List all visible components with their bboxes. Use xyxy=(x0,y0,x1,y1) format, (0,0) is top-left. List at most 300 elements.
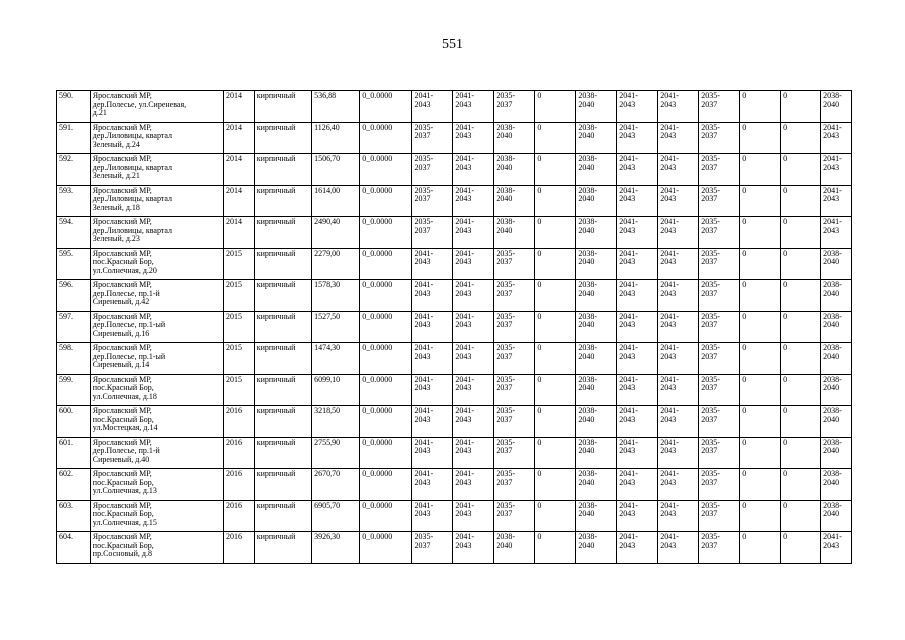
cell-period-7 xyxy=(699,248,740,280)
cell-line: 2043 xyxy=(660,225,677,235)
cell-address xyxy=(90,469,223,501)
cell-line: 2043 xyxy=(619,131,636,141)
cell-line: 2043 xyxy=(455,351,472,361)
cell-period-5 xyxy=(617,185,658,217)
cell-period-3 xyxy=(494,374,535,406)
cell-area: 536,88 xyxy=(312,91,360,123)
cell-line: 2041- xyxy=(660,343,679,352)
cell-area: 3218,50 xyxy=(312,406,360,438)
cell-period-1 xyxy=(412,154,453,186)
cell-period-3 xyxy=(494,532,535,564)
cell-line: Ярославский МР, xyxy=(92,311,152,321)
cell-line: 2041- xyxy=(455,406,475,415)
cell-period-7 xyxy=(699,185,740,217)
cell-value-2: 0 xyxy=(740,406,781,438)
cell-line: 2035- xyxy=(496,91,516,100)
cell-row-number: 591. xyxy=(57,122,91,154)
cell-line: Ярославский МР, xyxy=(92,248,152,258)
cell-value-1: 0 xyxy=(535,437,576,469)
cell-line: 2041- xyxy=(455,437,475,447)
cell-period-5 xyxy=(617,532,658,564)
cell-line: 2041- xyxy=(823,532,842,541)
cell-period-3 xyxy=(494,91,535,123)
cell-period-1 xyxy=(412,343,453,375)
cell-period-1 xyxy=(412,374,453,406)
cell-period-8 xyxy=(821,91,852,123)
cell-value-3: 0 xyxy=(781,532,821,564)
cell-line: 2037 xyxy=(701,162,718,172)
cell-period-3 xyxy=(494,469,535,501)
cell-line: 2041- xyxy=(619,280,638,289)
cell-line: 2040 xyxy=(578,131,595,141)
cell-line: 2038- xyxy=(823,343,842,352)
cell-line: 2037 xyxy=(414,162,431,172)
cell-period-2 xyxy=(453,374,494,406)
cell-address xyxy=(90,343,223,375)
cell-line: 2041- xyxy=(619,406,638,415)
cell-line: 2043 xyxy=(660,414,677,424)
cell-line: 2041- xyxy=(455,343,475,352)
cell-year: 2014 xyxy=(223,91,254,123)
cell-row-number: 592. xyxy=(57,154,91,186)
cell-period-5 xyxy=(617,154,658,186)
cell-line: пос.Красный Бор, xyxy=(92,414,154,424)
cell-line: 2043 xyxy=(414,414,431,424)
cell-line: 2040 xyxy=(823,257,840,267)
cell-line: 2041- xyxy=(455,469,475,478)
cell-line: Зеленый, д.23 xyxy=(92,234,140,244)
page-number: 551 xyxy=(442,37,463,52)
cell-line: 2043 xyxy=(619,540,636,550)
cell-line: 2043 xyxy=(414,383,431,393)
cell-period-6 xyxy=(658,374,699,406)
cell-line: 2041- xyxy=(619,343,638,352)
cell-line: 2040 xyxy=(823,477,840,487)
cell-line: 2035- xyxy=(496,343,516,352)
cell-line: 2038- xyxy=(578,217,597,226)
cell-line: дер.Лиловицы, квартал xyxy=(92,225,173,235)
cell-value-2: 0 xyxy=(740,185,781,217)
cell-line: 2038- xyxy=(578,374,597,384)
cell-line: Сиреневый, д.42 xyxy=(92,297,150,307)
cell-wall-material: кирпичный xyxy=(254,248,311,280)
cell-period-7 xyxy=(699,500,740,532)
cell-period-6 xyxy=(658,280,699,312)
cell-line: 2041- xyxy=(660,122,679,132)
cell-value-3: 0 xyxy=(781,311,821,343)
cell-period-2 xyxy=(453,469,494,501)
cell-period-5 xyxy=(617,374,658,406)
cell-area: 1614,00 xyxy=(312,185,360,217)
cell-line: 2035- xyxy=(701,280,720,289)
cell-line: 2038- xyxy=(578,280,597,289)
cell-line: 2040 xyxy=(823,99,840,109)
cell-line: 2035- xyxy=(701,122,720,132)
cell-period-8 xyxy=(821,532,852,564)
cell-code: 0_0.0000 xyxy=(360,343,412,375)
cell-value-3: 0 xyxy=(781,217,821,249)
cell-wall-material: кирпичный xyxy=(254,406,311,438)
cell-line: 2041- xyxy=(619,532,638,541)
cell-line: 2038- xyxy=(578,91,597,100)
cell-line: 2043 xyxy=(619,194,636,204)
cell-line: 2043 xyxy=(823,225,840,235)
cell-line: 2041- xyxy=(660,469,679,478)
cell-period-6 xyxy=(658,469,699,501)
cell-value-3: 0 xyxy=(781,437,821,469)
cell-line: 2043 xyxy=(455,414,472,424)
cell-period-2 xyxy=(453,532,494,564)
cell-wall-material: кирпичный xyxy=(254,311,311,343)
cell-line: 2037 xyxy=(701,131,718,141)
cell-wall-material: кирпичный xyxy=(254,532,311,564)
cell-line: 2037 xyxy=(701,257,718,267)
cell-row-number: 602. xyxy=(57,469,91,501)
cell-line: ул.Солнечная, д.13 xyxy=(92,486,157,496)
cell-line: 2040 xyxy=(578,446,595,456)
cell-period-7 xyxy=(699,343,740,375)
cell-value-3: 0 xyxy=(781,122,821,154)
cell-period-1 xyxy=(412,217,453,249)
cell-area: 6905,70 xyxy=(312,500,360,532)
cell-line: 2043 xyxy=(660,288,677,298)
cell-period-8 xyxy=(821,406,852,438)
cell-period-8 xyxy=(821,154,852,186)
cell-line: Зеленый, д.21 xyxy=(92,171,140,181)
cell-line: 2043 xyxy=(619,162,636,172)
cell-line: 2043 xyxy=(660,257,677,267)
cell-line: 2041- xyxy=(823,122,842,132)
cell-wall-material: кирпичный xyxy=(254,91,311,123)
cell-line: дер.Полесье, пр.1-й xyxy=(92,288,160,298)
cell-line: 2035- xyxy=(701,500,720,510)
cell-line: 2043 xyxy=(619,320,636,330)
cell-line: 2043 xyxy=(619,383,636,393)
cell-line: 2040 xyxy=(823,351,840,361)
cell-line: 2041- xyxy=(619,217,638,226)
cell-area: 6099,10 xyxy=(312,374,360,406)
cell-wall-material: кирпичный xyxy=(254,122,311,154)
cell-period-4 xyxy=(576,217,617,249)
cell-period-4 xyxy=(576,154,617,186)
cell-line: 2040 xyxy=(496,194,513,204)
cell-code: 0_0.0000 xyxy=(360,311,412,343)
cell-value-2: 0 xyxy=(740,91,781,123)
cell-period-6 xyxy=(658,406,699,438)
cell-period-1 xyxy=(412,122,453,154)
cell-row-number: 590. xyxy=(57,91,91,123)
cell-line: 2041- xyxy=(414,311,434,321)
cell-line: 2038- xyxy=(578,185,597,195)
cell-line: 2040 xyxy=(823,383,840,393)
cell-year: 2014 xyxy=(223,154,254,186)
cell-line: 2041- xyxy=(414,500,434,510)
cell-value-1: 0 xyxy=(535,532,576,564)
cell-line: 2037 xyxy=(496,99,513,109)
cell-line: пр.Сосновый, д.8 xyxy=(92,549,152,559)
cell-period-2 xyxy=(453,406,494,438)
cell-period-6 xyxy=(658,500,699,532)
cell-line: 2043 xyxy=(455,540,472,550)
cell-line: 2037 xyxy=(414,540,431,550)
cell-value-3: 0 xyxy=(781,280,821,312)
cell-line: 2040 xyxy=(578,383,595,393)
cell-line: 2043 xyxy=(414,320,431,330)
cell-period-1 xyxy=(412,91,453,123)
cell-value-2: 0 xyxy=(740,311,781,343)
cell-row-number: 600. xyxy=(57,406,91,438)
cell-period-7 xyxy=(699,154,740,186)
cell-period-8 xyxy=(821,280,852,312)
cell-line: 2035- xyxy=(701,185,720,195)
cell-period-6 xyxy=(658,532,699,564)
cell-line: дер.Лиловицы, квартал xyxy=(92,131,173,141)
cell-line: 2035- xyxy=(414,154,434,163)
cell-line: 2040 xyxy=(578,477,595,487)
cell-line: 2040 xyxy=(496,225,513,235)
cell-year: 2015 xyxy=(223,280,254,312)
cell-period-1 xyxy=(412,280,453,312)
cell-line: Ярославский МР, xyxy=(92,500,152,510)
cell-line: 2037 xyxy=(496,320,513,330)
cell-line: пос.Красный Бор, xyxy=(92,257,154,267)
cell-line: 2043 xyxy=(823,162,840,172)
table-row xyxy=(57,217,852,249)
cell-code: 0_0.0000 xyxy=(360,406,412,438)
cell-line: 2043 xyxy=(455,225,472,235)
cell-line: 2043 xyxy=(619,257,636,267)
cell-line: Ярославский МР, xyxy=(92,122,152,132)
cell-line: 2043 xyxy=(414,257,431,267)
cell-area: 1474,30 xyxy=(312,343,360,375)
cell-line: 2041- xyxy=(455,532,475,541)
cell-line: 2035- xyxy=(496,248,516,258)
cell-period-5 xyxy=(617,500,658,532)
cell-period-6 xyxy=(658,343,699,375)
cell-address xyxy=(90,280,223,312)
cell-line: 2037 xyxy=(496,414,513,424)
cell-period-4 xyxy=(576,374,617,406)
cell-line: 2037 xyxy=(701,99,718,109)
cell-line: 2041- xyxy=(660,185,679,195)
cell-code: 0_0.0000 xyxy=(360,122,412,154)
cell-value-2: 0 xyxy=(740,469,781,501)
cell-line: 2040 xyxy=(578,320,595,330)
cell-period-5 xyxy=(617,343,658,375)
cell-period-8 xyxy=(821,437,852,469)
cell-wall-material: кирпичный xyxy=(254,500,311,532)
cell-value-1: 0 xyxy=(535,500,576,532)
cell-line: 2035- xyxy=(701,469,720,478)
cell-wall-material: кирпичный xyxy=(254,185,311,217)
table-row xyxy=(57,437,852,469)
cell-line: дер.Полесье, пр.1-ый xyxy=(92,351,166,361)
cell-line: 2043 xyxy=(455,477,472,487)
cell-line: 2041- xyxy=(455,185,475,195)
cell-period-5 xyxy=(617,248,658,280)
cell-period-7 xyxy=(699,311,740,343)
cell-row-number: 598. xyxy=(57,343,91,375)
cell-line: 2038- xyxy=(496,185,516,195)
cell-line: 2043 xyxy=(619,446,636,456)
cell-line: дер.Лиловицы, квартал xyxy=(92,194,173,204)
cell-wall-material: кирпичный xyxy=(254,437,311,469)
cell-code: 0_0.0000 xyxy=(360,280,412,312)
cell-line: 2037 xyxy=(496,477,513,487)
cell-line: 2040 xyxy=(578,162,595,172)
cell-value-2: 0 xyxy=(740,122,781,154)
cell-line: Сиреневый, д.16 xyxy=(92,328,150,338)
cell-value-2: 0 xyxy=(740,500,781,532)
cell-period-7 xyxy=(699,374,740,406)
cell-line: 2035- xyxy=(496,311,516,321)
cell-line: 2041- xyxy=(455,280,475,289)
cell-period-7 xyxy=(699,217,740,249)
cell-period-3 xyxy=(494,217,535,249)
cell-line: 2035- xyxy=(701,343,720,352)
cell-line: 2038- xyxy=(578,343,597,352)
cell-period-4 xyxy=(576,280,617,312)
cell-value-1: 0 xyxy=(535,406,576,438)
cell-line: 2038- xyxy=(823,406,842,415)
cell-line: 2043 xyxy=(660,509,677,519)
cell-line: 2035- xyxy=(701,406,720,415)
cell-line: 2041- xyxy=(455,311,475,321)
cell-line: 2043 xyxy=(823,194,840,204)
cell-line: 2041- xyxy=(619,437,638,447)
cell-line: 2037 xyxy=(701,194,718,204)
cell-line: 2041- xyxy=(619,311,638,321)
cell-line: 2040 xyxy=(823,288,840,298)
cell-line: 2037 xyxy=(701,351,718,361)
cell-code: 0_0.0000 xyxy=(360,154,412,186)
cell-line: Зеленый, д.24 xyxy=(92,139,140,149)
cell-value-3: 0 xyxy=(781,469,821,501)
cell-line: 2035- xyxy=(414,217,434,226)
cell-line: 2041- xyxy=(660,91,679,100)
cell-period-3 xyxy=(494,406,535,438)
cell-line: 2043 xyxy=(660,194,677,204)
cell-line: 2038- xyxy=(578,154,597,163)
cell-row-number: 593. xyxy=(57,185,91,217)
cell-line: 2037 xyxy=(496,446,513,456)
cell-period-1 xyxy=(412,311,453,343)
cell-value-2: 0 xyxy=(740,248,781,280)
cell-line: 2037 xyxy=(701,288,718,298)
cell-line: Ярославский МР, xyxy=(92,532,152,541)
cell-value-1: 0 xyxy=(535,122,576,154)
cell-line: 2041- xyxy=(414,248,434,258)
cell-address xyxy=(90,185,223,217)
cell-line: 2043 xyxy=(414,351,431,361)
cell-wall-material: кирпичный xyxy=(254,217,311,249)
cell-line: 2040 xyxy=(578,288,595,298)
cell-year: 2015 xyxy=(223,374,254,406)
cell-value-1: 0 xyxy=(535,91,576,123)
cell-period-2 xyxy=(453,217,494,249)
cell-area: 2490,40 xyxy=(312,217,360,249)
cell-line: 2038- xyxy=(823,500,842,510)
cell-period-1 xyxy=(412,469,453,501)
cell-period-2 xyxy=(453,185,494,217)
cell-line: 2040 xyxy=(496,131,513,141)
cell-line: 2038- xyxy=(823,280,842,289)
cell-address xyxy=(90,248,223,280)
cell-line: 2035- xyxy=(496,406,516,415)
cell-line: 2043 xyxy=(455,99,472,109)
cell-line: пос.Красный Бор, xyxy=(92,477,154,487)
cell-value-3: 0 xyxy=(781,91,821,123)
cell-line: Ярославский МР, xyxy=(92,185,152,195)
cell-line: 2035- xyxy=(701,217,720,226)
cell-line: 2035- xyxy=(414,532,434,541)
cell-line: Сиреневый, д.14 xyxy=(92,360,150,370)
cell-period-3 xyxy=(494,311,535,343)
cell-year: 2015 xyxy=(223,248,254,280)
cell-line: 2041- xyxy=(619,500,638,510)
cell-line: 2035- xyxy=(414,122,434,132)
cell-line: 2037 xyxy=(496,509,513,519)
cell-line: 2037 xyxy=(414,225,431,235)
cell-year: 2016 xyxy=(223,532,254,564)
table-row xyxy=(57,154,852,186)
cell-line: 2043 xyxy=(660,162,677,172)
cell-line: 2041- xyxy=(414,280,434,289)
cell-line: Ярославский МР, xyxy=(92,374,152,384)
cell-line: 2041- xyxy=(455,217,475,226)
cell-value-2: 0 xyxy=(740,374,781,406)
cell-line: 2043 xyxy=(660,540,677,550)
cell-period-5 xyxy=(617,406,658,438)
cell-line: 2040 xyxy=(578,99,595,109)
cell-period-4 xyxy=(576,91,617,123)
cell-line: 2038- xyxy=(823,91,842,100)
cell-period-2 xyxy=(453,437,494,469)
cell-period-8 xyxy=(821,374,852,406)
cell-line: 2035- xyxy=(496,469,516,478)
cell-code: 0_0.0000 xyxy=(360,500,412,532)
cell-address xyxy=(90,122,223,154)
cell-line: 2043 xyxy=(455,383,472,393)
cell-line: 2041- xyxy=(823,217,842,226)
table-row xyxy=(57,469,852,501)
cell-line: 2037 xyxy=(701,383,718,393)
cell-value-1: 0 xyxy=(535,217,576,249)
cell-line: 2043 xyxy=(414,99,431,109)
cell-value-3: 0 xyxy=(781,248,821,280)
cell-period-2 xyxy=(453,248,494,280)
cell-line: 2043 xyxy=(660,131,677,141)
cell-period-2 xyxy=(453,343,494,375)
cell-line: 2043 xyxy=(619,414,636,424)
cell-line: Ярославский МР, xyxy=(92,154,152,163)
cell-line: 2043 xyxy=(619,351,636,361)
cell-area: 1578,30 xyxy=(312,280,360,312)
cell-area: 2670,70 xyxy=(312,469,360,501)
cell-line: Ярославский МР, xyxy=(92,217,152,226)
cell-area: 2279,00 xyxy=(312,248,360,280)
cell-value-1: 0 xyxy=(535,280,576,312)
cell-period-7 xyxy=(699,406,740,438)
cell-period-1 xyxy=(412,248,453,280)
cell-address xyxy=(90,217,223,249)
cell-line: Ярославский МР, xyxy=(92,343,152,352)
cell-line: 2041- xyxy=(660,374,679,384)
cell-period-8 xyxy=(821,311,852,343)
cell-line: 2041- xyxy=(660,217,679,226)
cell-address xyxy=(90,500,223,532)
cell-line: 2037 xyxy=(701,446,718,456)
